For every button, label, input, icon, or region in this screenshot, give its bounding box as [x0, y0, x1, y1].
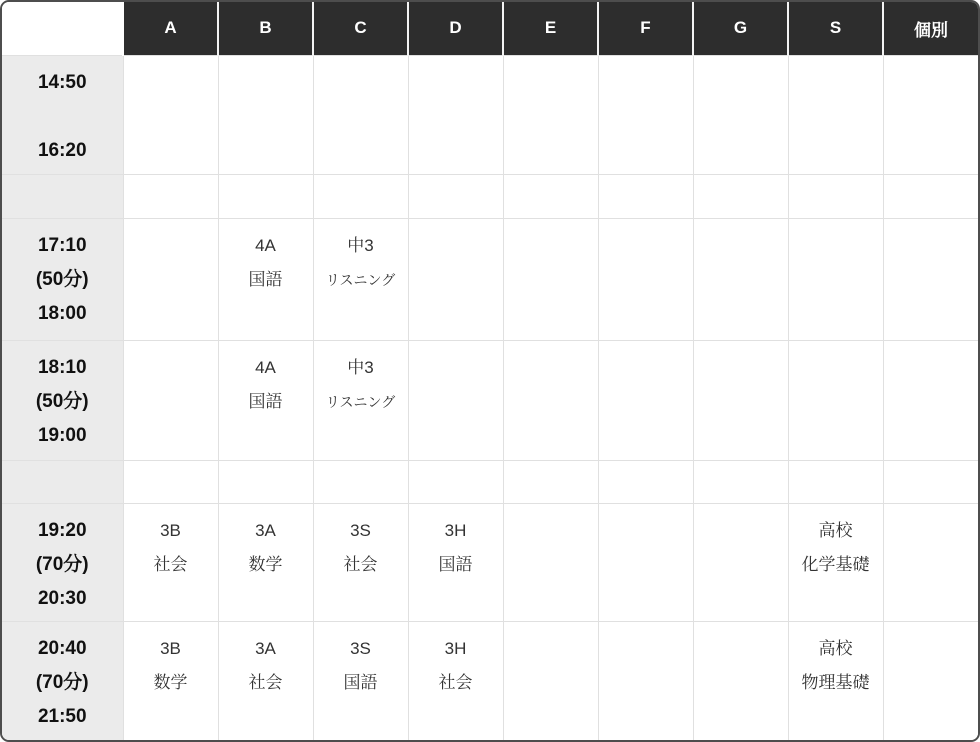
- column-header-B: B: [218, 2, 313, 55]
- time-slot-label: [2, 218, 123, 340]
- timetable-body: [2, 55, 978, 740]
- time-line: (70分): [35, 671, 89, 693]
- lesson-cell-S: [788, 503, 883, 621]
- lesson-text: 高校: [818, 520, 853, 540]
- empty-cell-A: [123, 218, 218, 340]
- column-header-個別: 個別: [883, 2, 978, 55]
- corner-cell: [2, 2, 123, 55]
- time-line: 17:10: [37, 234, 87, 256]
- empty-cell-G: [693, 621, 788, 740]
- lesson-text: 社会: [438, 672, 473, 692]
- empty-cell-S: [788, 460, 883, 503]
- lesson-cell-C: [313, 340, 408, 460]
- time-slot-row: [2, 340, 978, 460]
- empty-cell-F: [598, 218, 693, 340]
- empty-cell-F: [598, 621, 693, 740]
- empty-cell-個別: [883, 621, 978, 740]
- empty-cell-E: [503, 503, 598, 621]
- empty-cell-S: [788, 340, 883, 460]
- lesson-text: 3B: [160, 638, 181, 658]
- column-header-A: A: [123, 2, 218, 55]
- time-line: 19:20: [37, 519, 87, 541]
- lesson-text: 国語: [343, 672, 378, 692]
- time-slot-row: [2, 55, 978, 174]
- lesson-cell-B: [218, 340, 313, 460]
- lesson-cell-C: [313, 621, 408, 740]
- time-line: 18:00: [37, 302, 87, 324]
- lesson-text: 社会: [153, 554, 188, 574]
- time-slot-label: [2, 174, 123, 218]
- time-slot-row: [2, 621, 978, 740]
- empty-cell-D: [408, 218, 503, 340]
- empty-cell-A: [123, 55, 218, 174]
- empty-cell-B: [218, 55, 313, 174]
- timetable-grid: [2, 2, 978, 740]
- empty-cell-個別: [883, 460, 978, 503]
- timetable-header: [2, 2, 978, 55]
- lesson-cell-A: [123, 621, 218, 740]
- empty-cell-S: [788, 55, 883, 174]
- empty-cell-個別: [883, 174, 978, 218]
- lesson-cell-B: [218, 621, 313, 740]
- time-slot-row: [2, 503, 978, 621]
- lesson-text: 国語: [248, 269, 283, 289]
- lesson-text: 3B: [160, 520, 181, 540]
- empty-cell-個別: [883, 340, 978, 460]
- lesson-text: 社会: [248, 672, 283, 692]
- lesson-text: 国語: [248, 391, 283, 411]
- lesson-text: 数学: [153, 672, 188, 692]
- spacer-row: [2, 174, 978, 218]
- empty-cell-個別: [883, 218, 978, 340]
- empty-cell-B: [218, 174, 313, 218]
- lesson-text: 社会: [343, 554, 378, 574]
- empty-cell-B: [218, 460, 313, 503]
- time-line: (50分): [35, 268, 89, 290]
- empty-cell-E: [503, 218, 598, 340]
- empty-cell-G: [693, 55, 788, 174]
- lesson-text: 3S: [350, 520, 371, 540]
- empty-cell-E: [503, 621, 598, 740]
- empty-cell-D: [408, 174, 503, 218]
- empty-cell-S: [788, 218, 883, 340]
- empty-cell-E: [503, 340, 598, 460]
- lesson-cell-A: [123, 503, 218, 621]
- time-line: 14:50: [37, 71, 87, 93]
- empty-cell-F: [598, 55, 693, 174]
- lesson-cell-D: [408, 503, 503, 621]
- time-slot-label: [2, 55, 123, 174]
- lesson-text: 4A: [255, 357, 276, 377]
- time-slot-label: [2, 503, 123, 621]
- column-header-C: C: [313, 2, 408, 55]
- time-slot-label: [2, 621, 123, 740]
- time-slot-label: [2, 460, 123, 503]
- empty-cell-C: [313, 460, 408, 503]
- empty-cell-F: [598, 340, 693, 460]
- time-slot-row: [2, 218, 978, 340]
- empty-cell-D: [408, 55, 503, 174]
- lesson-text: 数学: [248, 554, 283, 574]
- header-row: [2, 2, 978, 55]
- empty-cell-F: [598, 174, 693, 218]
- lesson-text: 中3: [347, 235, 374, 255]
- column-header-G: G: [693, 2, 788, 55]
- lesson-cell-D: [408, 621, 503, 740]
- empty-cell-E: [503, 174, 598, 218]
- lesson-cell-C: [313, 503, 408, 621]
- time-line: (50分): [35, 390, 89, 412]
- lesson-text: 化学基礎: [801, 554, 870, 574]
- lesson-text: 3S: [350, 638, 371, 658]
- empty-cell-G: [693, 460, 788, 503]
- time-line: 20:40: [37, 637, 87, 659]
- empty-cell-G: [693, 174, 788, 218]
- empty-cell-D: [408, 340, 503, 460]
- lesson-text: 3H: [444, 520, 467, 540]
- time-slot-label: [2, 340, 123, 460]
- time-line: 18:10: [37, 356, 87, 378]
- lesson-cell-S: [788, 621, 883, 740]
- lesson-cell-B: [218, 503, 313, 621]
- time-line: 20:30: [37, 587, 87, 609]
- lesson-cell-B: [218, 218, 313, 340]
- empty-cell-G: [693, 218, 788, 340]
- lesson-text: 中3: [347, 357, 374, 377]
- time-line: [4, 100, 121, 134]
- empty-cell-A: [123, 460, 218, 503]
- time-line: 16:20: [37, 139, 87, 161]
- time-line: 21:50: [37, 705, 87, 727]
- lesson-text: リスニング: [325, 271, 396, 288]
- lesson-text: 高校: [818, 638, 853, 658]
- lesson-text: 3A: [255, 638, 276, 658]
- lesson-text: リスニング: [325, 393, 396, 410]
- column-header-E: E: [503, 2, 598, 55]
- empty-cell-個別: [883, 55, 978, 174]
- lesson-text: 国語: [438, 554, 473, 574]
- lesson-cell-C: [313, 218, 408, 340]
- lesson-text: 3A: [255, 520, 276, 540]
- time-line: 19:00: [37, 424, 87, 446]
- column-header-S: S: [788, 2, 883, 55]
- empty-cell-A: [123, 174, 218, 218]
- empty-cell-G: [693, 503, 788, 621]
- column-header-D: D: [408, 2, 503, 55]
- empty-cell-C: [313, 174, 408, 218]
- lesson-text: 3H: [444, 638, 467, 658]
- spacer-row: [2, 460, 978, 503]
- empty-cell-F: [598, 503, 693, 621]
- empty-cell-F: [598, 460, 693, 503]
- empty-cell-個別: [883, 503, 978, 621]
- empty-cell-A: [123, 340, 218, 460]
- column-header-F: F: [598, 2, 693, 55]
- empty-cell-C: [313, 55, 408, 174]
- empty-cell-E: [503, 460, 598, 503]
- empty-cell-S: [788, 174, 883, 218]
- empty-cell-E: [503, 55, 598, 174]
- empty-cell-D: [408, 460, 503, 503]
- time-line: (70分): [35, 553, 89, 575]
- lesson-text: 4A: [255, 235, 276, 255]
- lesson-text: 物理基礎: [801, 672, 870, 692]
- empty-cell-G: [693, 340, 788, 460]
